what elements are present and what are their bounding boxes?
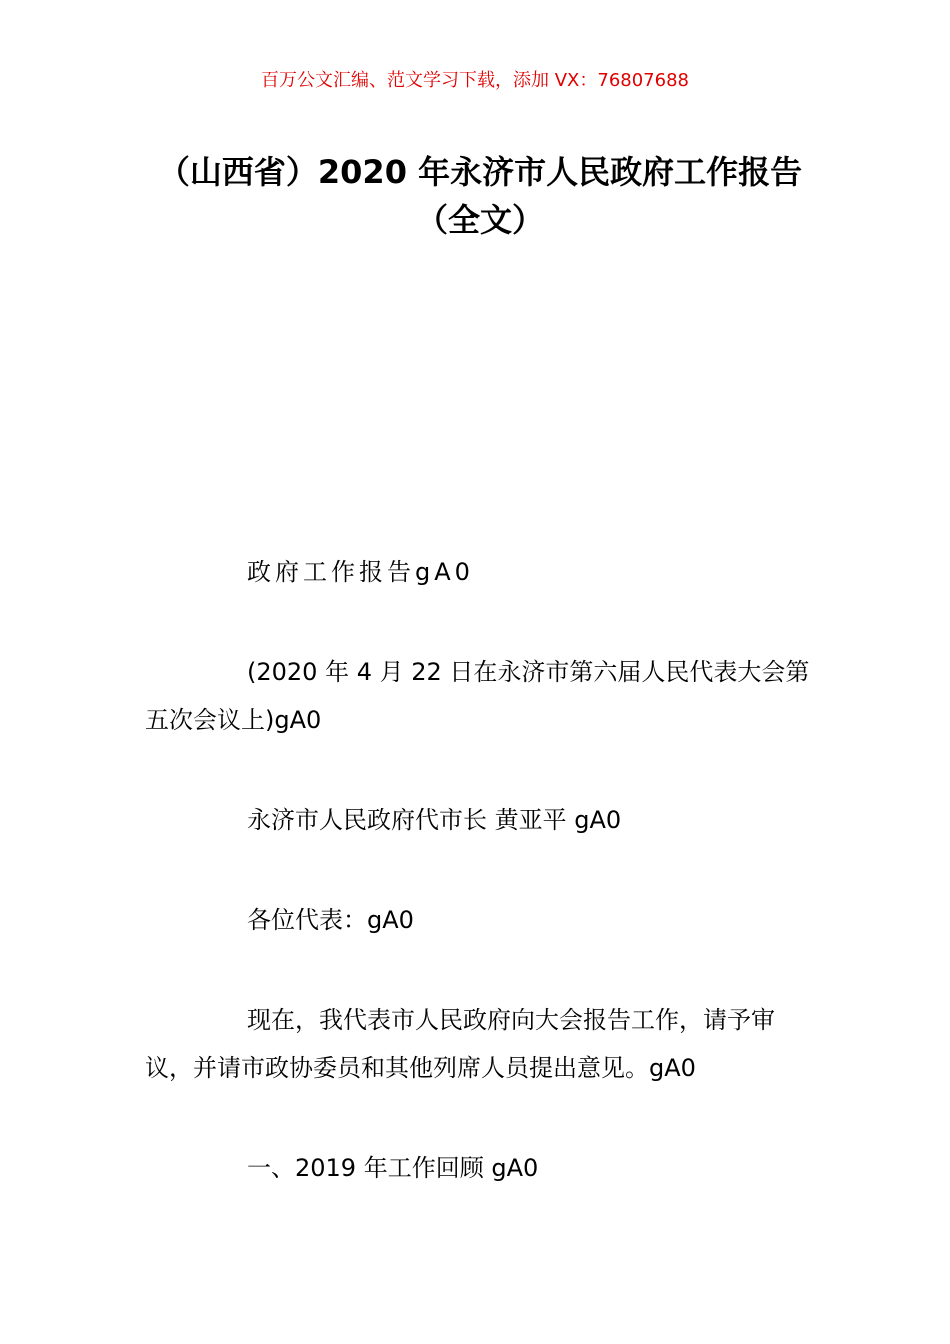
intro-paragraph: 现在，我代表市人民政府向大会报告工作，请予审议，并请市政协委员和其他列席人员提出意见。gA0 — [145, 1006, 775, 1082]
author-line: 永济市人民政府代市长 黄亚平 gA0 — [247, 806, 622, 834]
meeting-info: (2020 年 4 月 22 日在永济市第六届人民代表大会第五次会议上)gA0 — [145, 658, 810, 734]
salutation: 各位代表：gA0 — [247, 906, 414, 934]
report-heading: 政府工作报告gA0 — [247, 558, 474, 586]
watermark-banner: 百万公文汇编、范文学习下载，添加 VX：76807688 — [261, 70, 689, 91]
section-heading: 一、2019 年工作回顾 gA0 — [247, 1154, 539, 1182]
document-title: （山西省）2020 年永济市人民政府工作报告（全文） — [157, 153, 803, 239]
